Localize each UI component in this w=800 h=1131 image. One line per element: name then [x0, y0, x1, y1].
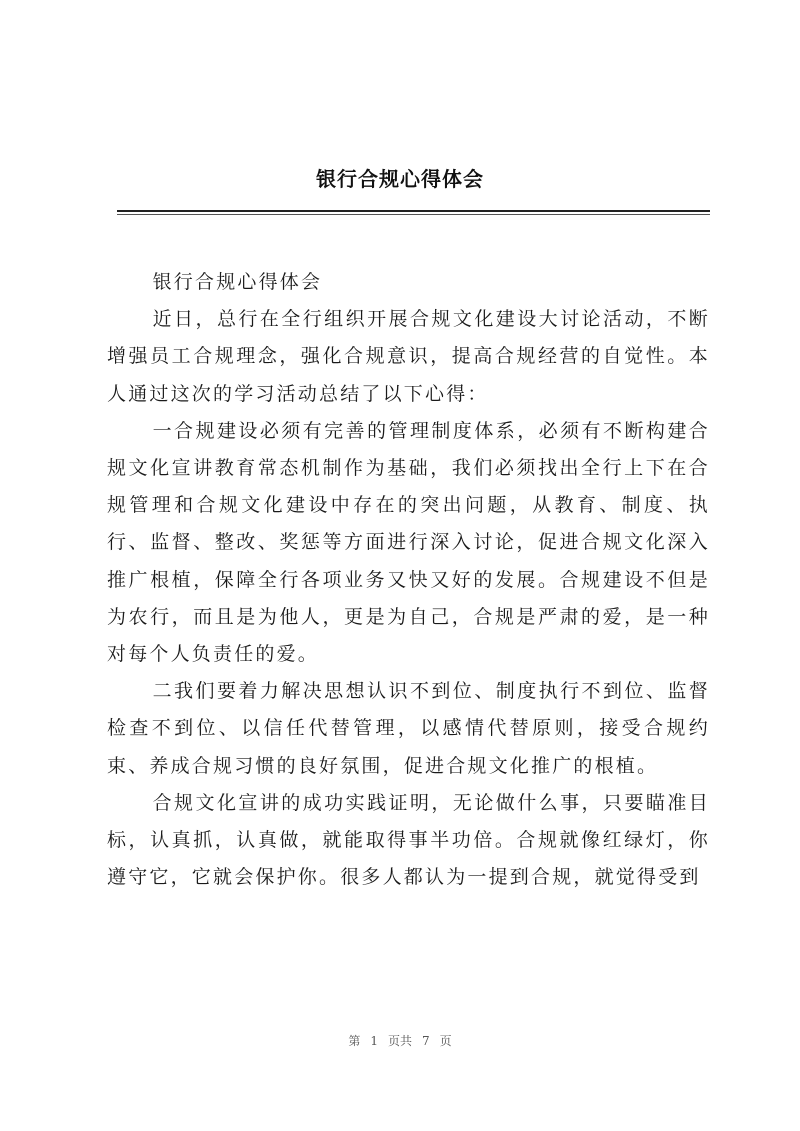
paragraph: 近日，总行在全行组织开展合规文化建设大讨论活动，不断增强员工合规理念，强化合规意识，提高合规经营的自觉性。本人通过这次的学习活动总结了以下心得： — [107, 308, 710, 405]
paragraph: 二我们要着力解决思想认识不到位、制度执行不到位、监督检查不到位、以信任代替管理，以感情代替原则，接受合规约束、养成合规习惯的良好氛围，促进合规文化推广的根植。 — [107, 680, 710, 777]
paragraph: 银行合规心得体会 — [152, 271, 323, 293]
page-footer — [0, 1032, 800, 1049]
footer-label-end: 页 — [439, 1034, 452, 1048]
paragraph: 一合规建设必须有完善的管理制度体系，必须有不断构建合规文化宣讲教育常态机制作为基础，我们必须找出全行上下在合规管理和合规文化建设中存在的突出问题，从教育、制度、执行、监督、整改、奖惩等方面进行深入讨论，促进合规文化深入推广根植，保障全行各项业务又快又好的发展。合规建设不但是为农行，而且是为他人，更是为自己，合规是严肃的爱，是一种对每个人负责任的爱。 — [107, 419, 710, 666]
title-underline — [117, 210, 710, 212]
footer-label-of: 页共 — [387, 1034, 412, 1048]
footer-current-page: 1 — [370, 1034, 378, 1048]
footer-total-pages: 7 — [422, 1034, 430, 1048]
title-underline-thin — [117, 214, 710, 215]
document-title: 银行合规心得体会 — [316, 167, 484, 191]
paragraph: 合规文化宣讲的成功实践证明，无论做什么事，只要瞄准目标，认真抓，认真做，就能取得事半功倍。合规就像红绿灯，你遵守它，它就会保护你。很多人都认为一提到合规，就觉得受到 — [107, 791, 710, 889]
footer-label-page: 第 — [348, 1034, 361, 1048]
document-body — [107, 264, 710, 896]
